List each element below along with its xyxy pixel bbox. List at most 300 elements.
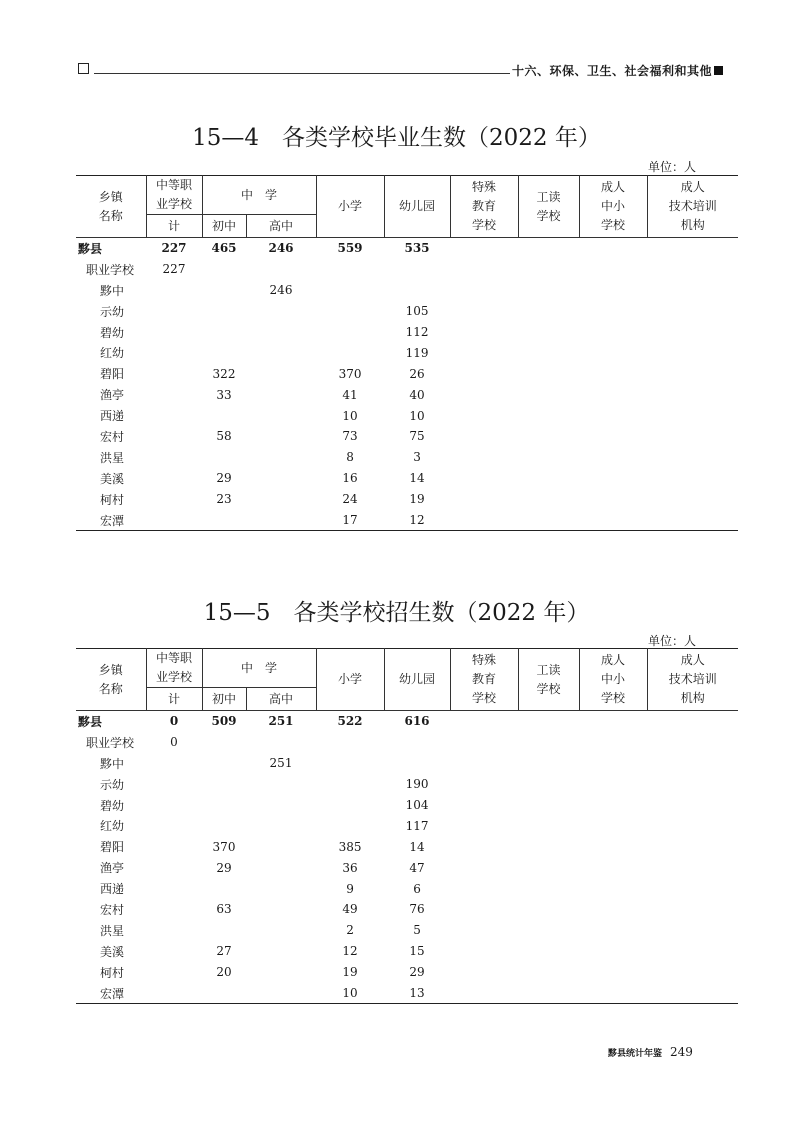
senior-cell: 251 [268,714,294,729]
col-header-adult: 成人 中小 学校 [579,176,647,238]
senior-cell [246,774,316,795]
vocational-cell [146,447,202,468]
adult-tech-cell [647,962,738,983]
row-name-cell: 宏潭 [76,510,146,531]
primary-cell [316,322,384,343]
row-name-cell: 职业学校 [86,735,135,750]
senior-cell [246,342,316,363]
senior-cell [246,941,316,962]
primary-cell: 36 [342,860,358,875]
kindergarten-cell: 104 [405,798,429,812]
adult-cell [579,301,647,322]
junior-cell: 58 [216,429,232,444]
junior-cell [202,795,246,816]
table-row [76,836,738,857]
work-study-cell [518,426,579,447]
col-header-vocational: 中等职 业学校 [146,176,202,215]
special-cell [450,983,518,1004]
senior-cell [246,920,316,941]
special-cell [450,899,518,920]
senior-cell [246,489,316,510]
work-study-cell [518,878,579,899]
special-cell [450,259,518,280]
col-header-vocational: 中等职 业学校 [146,649,202,688]
col-header-special: 特殊 教育 学校 [450,649,518,711]
adult-cell [579,711,647,732]
table1-title: 15—4 各类学校毕业生数（2022 年） [192,125,601,151]
adult-tech-cell [647,510,738,531]
vocational-cell [146,941,202,962]
adult-cell [579,405,647,426]
vocational-cell [146,426,202,447]
adult-cell [579,259,647,280]
table-row [76,774,738,795]
adult-tech-cell [647,753,738,774]
table-row [76,711,738,732]
kindergarten-cell: 13 [384,983,450,1004]
kindergarten-cell: 616 [404,714,430,729]
table-row [76,342,738,363]
vocational-cell [146,342,202,363]
table2-title: 15—5 各类学校招生数（2022 年） [203,600,590,626]
adult-tech-cell [647,468,738,489]
adult-cell [579,489,647,510]
special-cell [450,795,518,816]
special-cell [450,322,518,343]
kindergarten-cell: 76 [409,902,425,917]
adult-tech-cell [647,322,738,343]
primary-cell: 385 [338,839,362,854]
kindergarten-cell: 26 [409,366,425,381]
table-row [76,920,738,941]
table-row [76,468,738,489]
primary-cell: 16 [342,471,358,486]
adult-cell [579,753,647,774]
table1-body [76,238,738,531]
junior-cell: 509 [211,714,237,729]
table-row [76,280,738,301]
adult-tech-cell [647,857,738,878]
vocational-cell [146,280,202,301]
primary-cell [316,342,384,363]
primary-cell: 559 [337,241,363,256]
senior-cell [246,815,316,836]
table-row [76,322,738,343]
table-row [76,259,738,280]
junior-cell [202,342,246,363]
vocational-cell: 0 [170,735,178,750]
primary-cell: 19 [342,965,358,980]
senior-cell [246,857,316,878]
primary-cell [316,732,384,753]
special-cell [450,384,518,405]
adult-cell [579,983,647,1004]
work-study-cell [518,983,579,1004]
junior-cell [202,878,246,899]
adult-tech-cell [647,426,738,447]
adult-tech-cell [647,363,738,384]
primary-cell: 2 [346,923,354,938]
senior-cell [246,836,316,857]
vocational-cell [146,363,202,384]
kindergarten-cell: 15 [409,944,425,959]
work-study-cell [518,815,579,836]
adult-tech-cell [647,878,738,899]
work-study-cell [518,447,579,468]
primary-cell [316,259,384,280]
adult-cell [579,857,647,878]
work-study-cell [518,510,579,531]
work-study-cell [518,836,579,857]
table-row [76,363,738,384]
row-name-cell: 红幼 [100,346,125,361]
row-name-cell: 宏潭 [76,983,146,1004]
adult-cell [579,732,647,753]
row-name-cell: 红幼 [100,819,125,834]
special-cell [450,815,518,836]
primary-cell [316,301,384,322]
work-study-cell [518,280,579,301]
col-header-adult-tech: 成人 技术培训 机构 [647,176,738,238]
adult-tech-cell [647,280,738,301]
table-row [76,815,738,836]
adult-cell [579,322,647,343]
table-row [76,857,738,878]
row-name-cell: 黟县 [78,241,103,256]
work-study-cell [518,489,579,510]
section-title: 十六、环保、卫生、社会福利和其他 [512,62,723,79]
work-study-cell [518,301,579,322]
kindergarten-cell: 190 [405,777,429,792]
vocational-cell [146,301,202,322]
senior-cell [246,962,316,983]
work-study-cell [518,259,579,280]
senior-cell [246,322,316,343]
work-study-cell [518,342,579,363]
special-cell [450,962,518,983]
col-header-sub-senior: 高中 [246,688,316,711]
senior-cell [246,878,316,899]
vocational-cell: 227 [161,241,187,256]
junior-cell: 29 [216,860,232,875]
vocational-cell [146,795,202,816]
kindergarten-cell: 47 [409,860,425,875]
kindergarten-cell [384,259,450,280]
junior-cell [202,774,246,795]
kindergarten-cell: 75 [409,429,425,444]
table2-unit: 单位：人 [648,634,697,648]
table-row [76,510,738,531]
vocational-cell [146,983,202,1004]
col-header-work-study: 工读 学校 [518,176,579,238]
junior-cell [202,259,246,280]
vocational-cell [146,468,202,489]
junior-cell [202,280,246,301]
row-name-cell: 碧幼 [100,798,125,813]
special-cell [450,920,518,941]
primary-cell: 41 [342,387,358,402]
row-name-cell: 碧阳 [100,367,125,382]
junior-cell [202,753,246,774]
adult-tech-cell [647,711,738,732]
adult-tech-cell [647,405,738,426]
adult-cell [579,815,647,836]
work-study-cell [518,322,579,343]
adult-cell [579,280,647,301]
adult-tech-cell [647,342,738,363]
special-cell [450,836,518,857]
special-cell [450,489,518,510]
special-cell [450,301,518,322]
kindergarten-cell: 12 [384,510,450,531]
adult-tech-cell [647,301,738,322]
vocational-cell [146,774,202,795]
kindergarten-cell [384,732,450,753]
adult-tech-cell [647,836,738,857]
special-cell [450,878,518,899]
senior-cell [246,983,316,1004]
kindergarten-cell: 119 [405,345,429,360]
junior-cell: 465 [211,241,237,256]
junior-cell [202,322,246,343]
primary-cell: 73 [342,429,358,444]
row-name-cell: 洪星 [100,450,125,465]
col-header-kindergarten: 幼儿园 [384,176,450,238]
kindergarten-cell: 29 [409,965,425,980]
col-header-adult: 成人 中小 学校 [579,649,647,711]
primary-cell [316,795,384,816]
row-name-cell: 洪星 [100,923,125,938]
col-header-sub-senior: 高中 [246,215,316,238]
junior-cell [202,920,246,941]
filled-square-icon [714,66,723,75]
book-name: 黟县统计年鉴 [608,1049,663,1059]
row-name-cell: 示幼 [100,304,125,319]
special-cell [450,447,518,468]
row-name-cell: 柯村 [100,492,125,507]
row-name-cell: 美溪 [100,944,125,959]
col-header-adult-tech: 成人 技术培训 机构 [647,649,738,711]
special-cell [450,510,518,531]
adult-cell [579,962,647,983]
table-row [76,878,738,899]
adult-cell [579,363,647,384]
vocational-cell [146,510,202,531]
junior-cell [202,983,246,1004]
kindergarten-cell: 105 [405,304,429,319]
adult-cell [579,447,647,468]
vocational-cell [146,322,202,343]
primary-cell: 10 [316,983,384,1004]
adult-cell [579,836,647,857]
header-rule [94,73,510,74]
senior-cell [246,732,316,753]
junior-cell: 370 [212,839,236,854]
senior-cell: 246 [269,283,293,298]
special-cell [450,732,518,753]
kindergarten-cell [384,753,450,774]
kindergarten-cell: 5 [413,923,421,938]
kindergarten-cell: 117 [405,818,429,833]
vocational-cell [146,405,202,426]
kindergarten-cell: 535 [404,241,430,256]
col-header-name: 乡镇 名称 [76,649,146,711]
junior-cell: 33 [216,387,232,402]
senior-cell [246,363,316,384]
vocational-cell [146,857,202,878]
table-row [76,426,738,447]
work-study-cell [518,405,579,426]
table-row [76,238,738,259]
vocational-cell: 0 [169,714,179,729]
row-name-cell: 美溪 [100,471,125,486]
primary-cell: 24 [342,492,358,507]
kindergarten-cell [384,280,450,301]
primary-cell: 12 [342,944,358,959]
adult-tech-cell [647,941,738,962]
work-study-cell [518,238,579,259]
junior-cell: 29 [216,471,232,486]
adult-cell [579,774,647,795]
adult-tech-cell [647,732,738,753]
col-header-kindergarten: 幼儿园 [384,649,450,711]
vocational-cell [146,836,202,857]
junior-cell [202,301,246,322]
adult-cell [579,384,647,405]
primary-cell: 10 [342,408,358,423]
col-header-primary: 小学 [316,176,384,238]
special-cell [450,342,518,363]
special-cell [450,753,518,774]
table-row [76,795,738,816]
special-cell [450,711,518,732]
kindergarten-cell: 14 [409,471,425,486]
junior-cell [202,732,246,753]
vocational-cell [146,753,202,774]
special-cell [450,280,518,301]
senior-cell [246,510,316,531]
row-name-cell: 黟中 [100,283,125,298]
primary-cell [316,774,384,795]
primary-cell: 522 [337,714,363,729]
vocational-cell [146,962,202,983]
row-name-cell: 示幼 [100,777,125,792]
work-study-cell [518,920,579,941]
adult-cell [579,342,647,363]
vocational-cell: 227 [162,262,186,277]
table-row [76,384,738,405]
table-row [76,405,738,426]
kindergarten-cell: 112 [405,325,429,339]
kindergarten-cell: 3 [413,450,421,465]
table-row [76,732,738,753]
work-study-cell [518,363,579,384]
primary-cell: 8 [346,450,354,465]
kindergarten-cell: 6 [413,881,421,896]
vocational-cell [146,899,202,920]
adult-cell [579,920,647,941]
vocational-cell [146,489,202,510]
col-header-middle: 中 学 [202,649,316,688]
row-name-cell: 渔亭 [100,861,125,876]
work-study-cell [518,468,579,489]
work-study-cell [518,711,579,732]
primary-cell: 49 [342,902,358,917]
vocational-cell [146,384,202,405]
primary-cell: 17 [316,510,384,531]
col-header-primary: 小学 [316,649,384,711]
adult-cell [579,238,647,259]
vocational-cell [146,920,202,941]
primary-cell [316,280,384,301]
col-header-sub-total: 计 [146,215,202,238]
primary-cell: 370 [338,366,362,381]
adult-tech-cell [647,815,738,836]
table2-body [76,711,738,1004]
row-name-cell: 碧阳 [100,840,125,855]
row-name-cell: 西递 [100,409,125,424]
work-study-cell [518,753,579,774]
senior-cell [246,447,316,468]
primary-cell [316,815,384,836]
special-cell [450,405,518,426]
table-row [76,301,738,322]
adult-tech-cell [647,795,738,816]
work-study-cell [518,795,579,816]
page-number: 249 [670,1045,693,1059]
row-name-cell: 职业学校 [86,262,135,277]
adult-cell [579,899,647,920]
junior-cell: 27 [216,944,232,959]
page-footer [608,1045,693,1059]
kindergarten-cell: 40 [409,387,425,402]
row-name-cell: 碧幼 [100,325,125,340]
special-cell [450,941,518,962]
table-row [76,899,738,920]
special-cell [450,426,518,447]
vocational-cell [146,815,202,836]
row-name-cell: 西递 [100,882,125,897]
col-header-sub-junior: 初中 [202,215,246,238]
table1-unit: 单位：人 [648,160,697,174]
table-row [76,941,738,962]
special-cell [450,774,518,795]
adult-cell [579,510,647,531]
row-name-cell: 宏村 [100,902,125,917]
special-cell [450,238,518,259]
junior-cell: 322 [212,366,236,381]
junior-cell: 20 [216,965,232,980]
junior-cell: 23 [216,492,232,507]
adult-cell [579,878,647,899]
col-header-middle: 中 学 [202,176,316,215]
row-name-cell: 黟中 [100,756,125,771]
table-row [76,753,738,774]
work-study-cell [518,732,579,753]
adult-tech-cell [647,489,738,510]
special-cell [450,363,518,384]
col-header-sub-junior: 初中 [202,688,246,711]
senior-cell [246,795,316,816]
kindergarten-cell: 10 [409,408,425,423]
adult-tech-cell [647,920,738,941]
work-study-cell [518,941,579,962]
header-box-mark [78,63,89,74]
senior-cell [246,468,316,489]
vocational-cell [146,878,202,899]
junior-cell [202,510,246,531]
primary-cell [316,753,384,774]
